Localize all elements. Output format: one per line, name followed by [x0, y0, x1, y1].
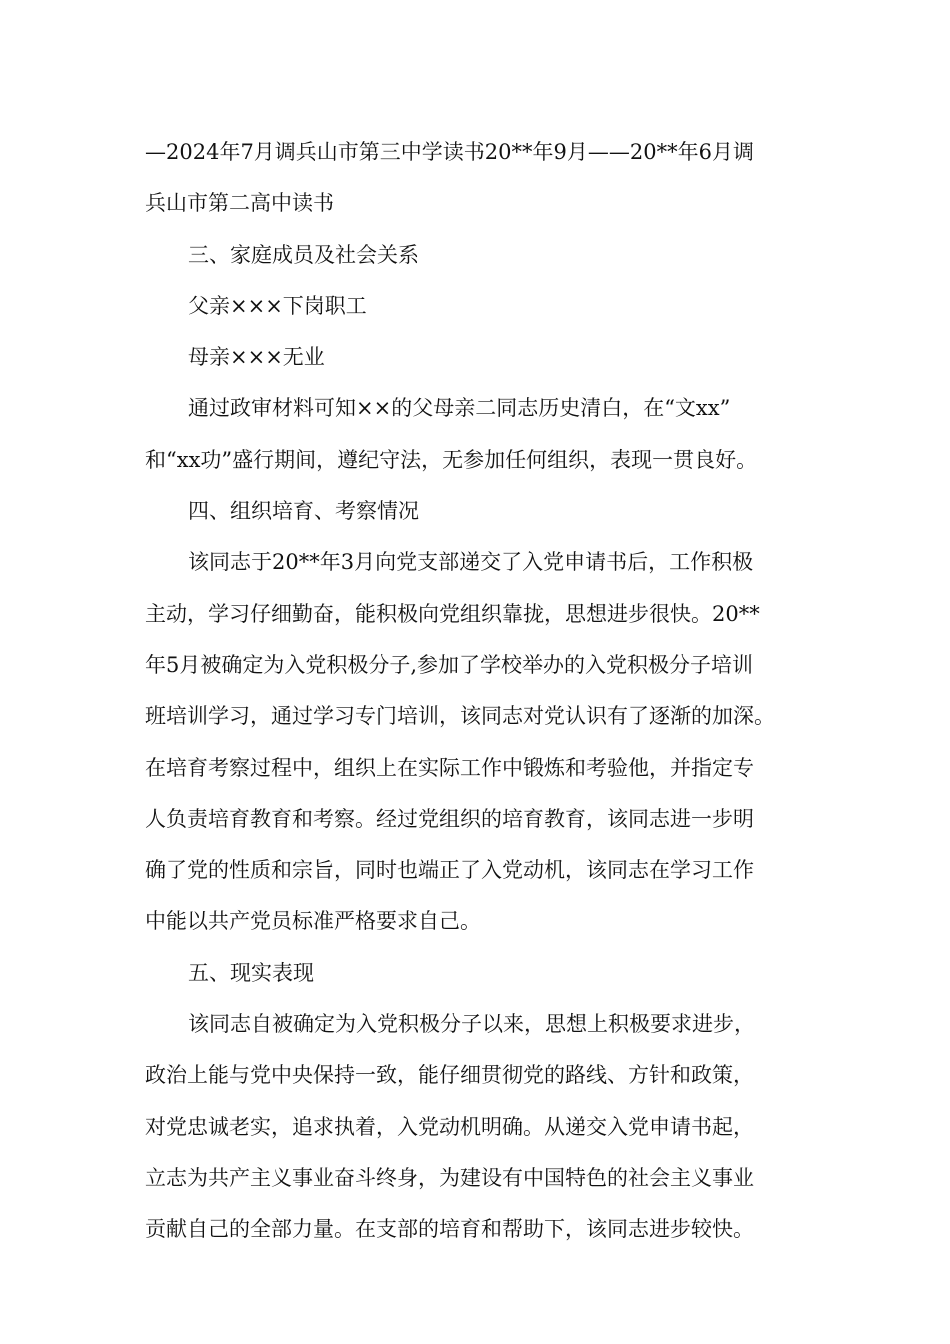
- text-line: 人负责培育教育和考察。经过党组织的培育教育，该同志进一步明: [145, 806, 754, 831]
- text-line: 兵山市第二高中读书: [145, 191, 334, 216]
- text-line: 班培训学习，通过学习专门培训，该同志对党认识有了逐渐的加深。: [145, 704, 775, 729]
- text-line: 立志为共产主义事业奋斗终身，为建设有中国特色的社会主义事业: [145, 1165, 754, 1190]
- section-heading: 三、家庭成员及社会关系: [188, 242, 419, 267]
- text-line: 该同志自被确定为入党积极分子以来，思想上积极要求进步，: [188, 1012, 755, 1037]
- text-line: 主动，学习仔细勤奋，能积极向党组织靠拢，思想进步很快。20**: [145, 601, 760, 626]
- text-line: 该同志于20**年3月向党支部递交了入党申请书后，工作积极: [188, 550, 754, 575]
- text-line: 在培育考察过程中，组织上在实际工作中锻炼和考验他，并指定专: [145, 755, 754, 780]
- document-body: [145, 127, 825, 1256]
- text-line: —2024年7月调兵山市第三中学读书20**年9月——20**年6月调: [145, 140, 754, 164]
- text-line: 父亲×××下岗职工: [188, 293, 367, 318]
- section-heading: 四、组织培育、考察情况: [188, 499, 419, 524]
- text-line: 对党忠诚老实，追求执着，入党动机明确。从递交入党申请书起，: [145, 1114, 754, 1139]
- text-line: 年5月被确定为入党积极分子,参加了学校举办的入党积极分子培训: [145, 652, 754, 677]
- text-line: 中能以共产党员标准严格要求自己。: [145, 909, 481, 934]
- section-heading: 五、现实表现: [188, 960, 314, 985]
- text-line: 政治上能与党中央保持一致，能仔细贯彻党的路线、方针和政策，: [145, 1063, 754, 1088]
- text-line: 通过政审材料可知××的父母亲二同志历史清白，在“文xx”: [188, 396, 731, 421]
- text-line: 和“xx功”盛行期间，遵纪守法，无参加任何组织，表现一贯良好。: [145, 447, 758, 472]
- text-line: 贡献自己的全部力量。在支部的培育和帮助下，该同志进步较快。: [145, 1217, 754, 1242]
- text-line: 确了党的性质和宗旨，同时也端正了入党动机，该同志在学习工作: [145, 858, 754, 883]
- text-line: 母亲×××无业: [188, 345, 325, 370]
